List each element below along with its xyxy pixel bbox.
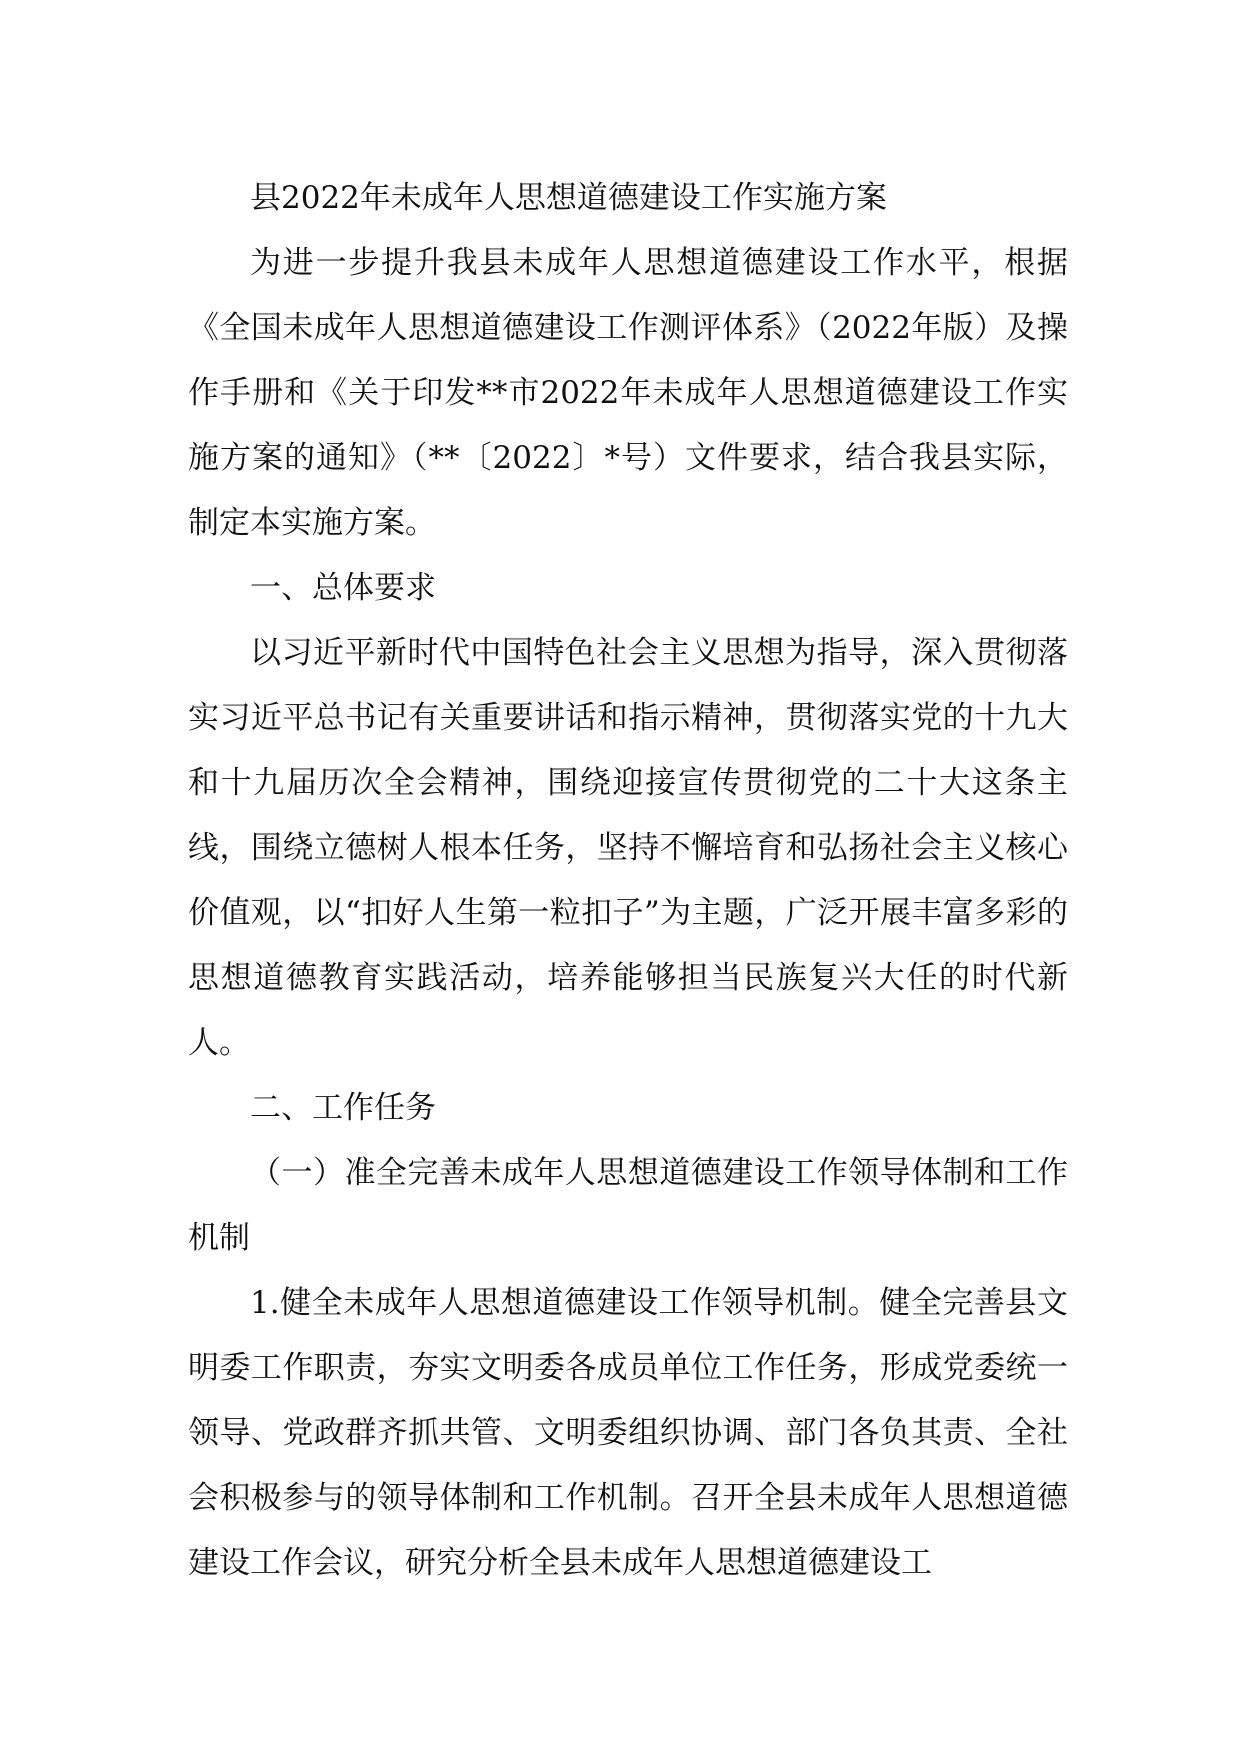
section-heading-general-requirements: 一、总体要求 — [250, 570, 436, 606]
section-heading-work-tasks: 二、工作任务 — [250, 1090, 436, 1126]
intro-paragraph: 为进一步提升我县未成年人思想道德建设工作水平，根据《全国未成年人思想道德建设工作测评体系》（2022年版）及操作手册和《关于印发**市2022年未成年人思想道德建设工作实施方案的通知》（**〔2022〕*号）文件要求，结合我县实际，制定本实施方案。 — [188, 245, 1068, 541]
general-requirements-paragraph: 以习近平新时代中国特色社会主义思想为指导，深入贯彻落实习近平总书记有关重要讲话和指示精神，贯彻落实党的十九大和十九届历次全会精神，围绕迎接宣传贯彻党的二十大这条主线，围绕立德树人根本任务，坚持不懈培育和弘扬社会主义核心价值观，以“扣好人生第一粒扣子”为主题，广泛开展丰富多彩的思想道德教育实践活动，培养能够担当民族复兴大任的时代新人。 — [188, 635, 1068, 1061]
item-1-paragraph: 1.健全未成年人思想道德建设工作领导机制。健全完善县文明委工作职责，夯实文明委各成员单位工作任务，形成党委统一领导、党政群齐抓共管、文明委组织协调、部门各负其责、全社会积极参与的领导体制和工作机制。召开全县未成年人思想道德建设工作会议，研究分析全县未成年人思想道德建设工 — [188, 1285, 1068, 1581]
document-title: 县2022年未成年人思想道德建设工作实施方案 — [250, 180, 887, 216]
document-body — [188, 166, 1068, 1596]
subsection-heading-leadership-mechanism: （一）准全完善未成年人思想道德建设工作领导体制和工作机制 — [188, 1155, 1068, 1256]
